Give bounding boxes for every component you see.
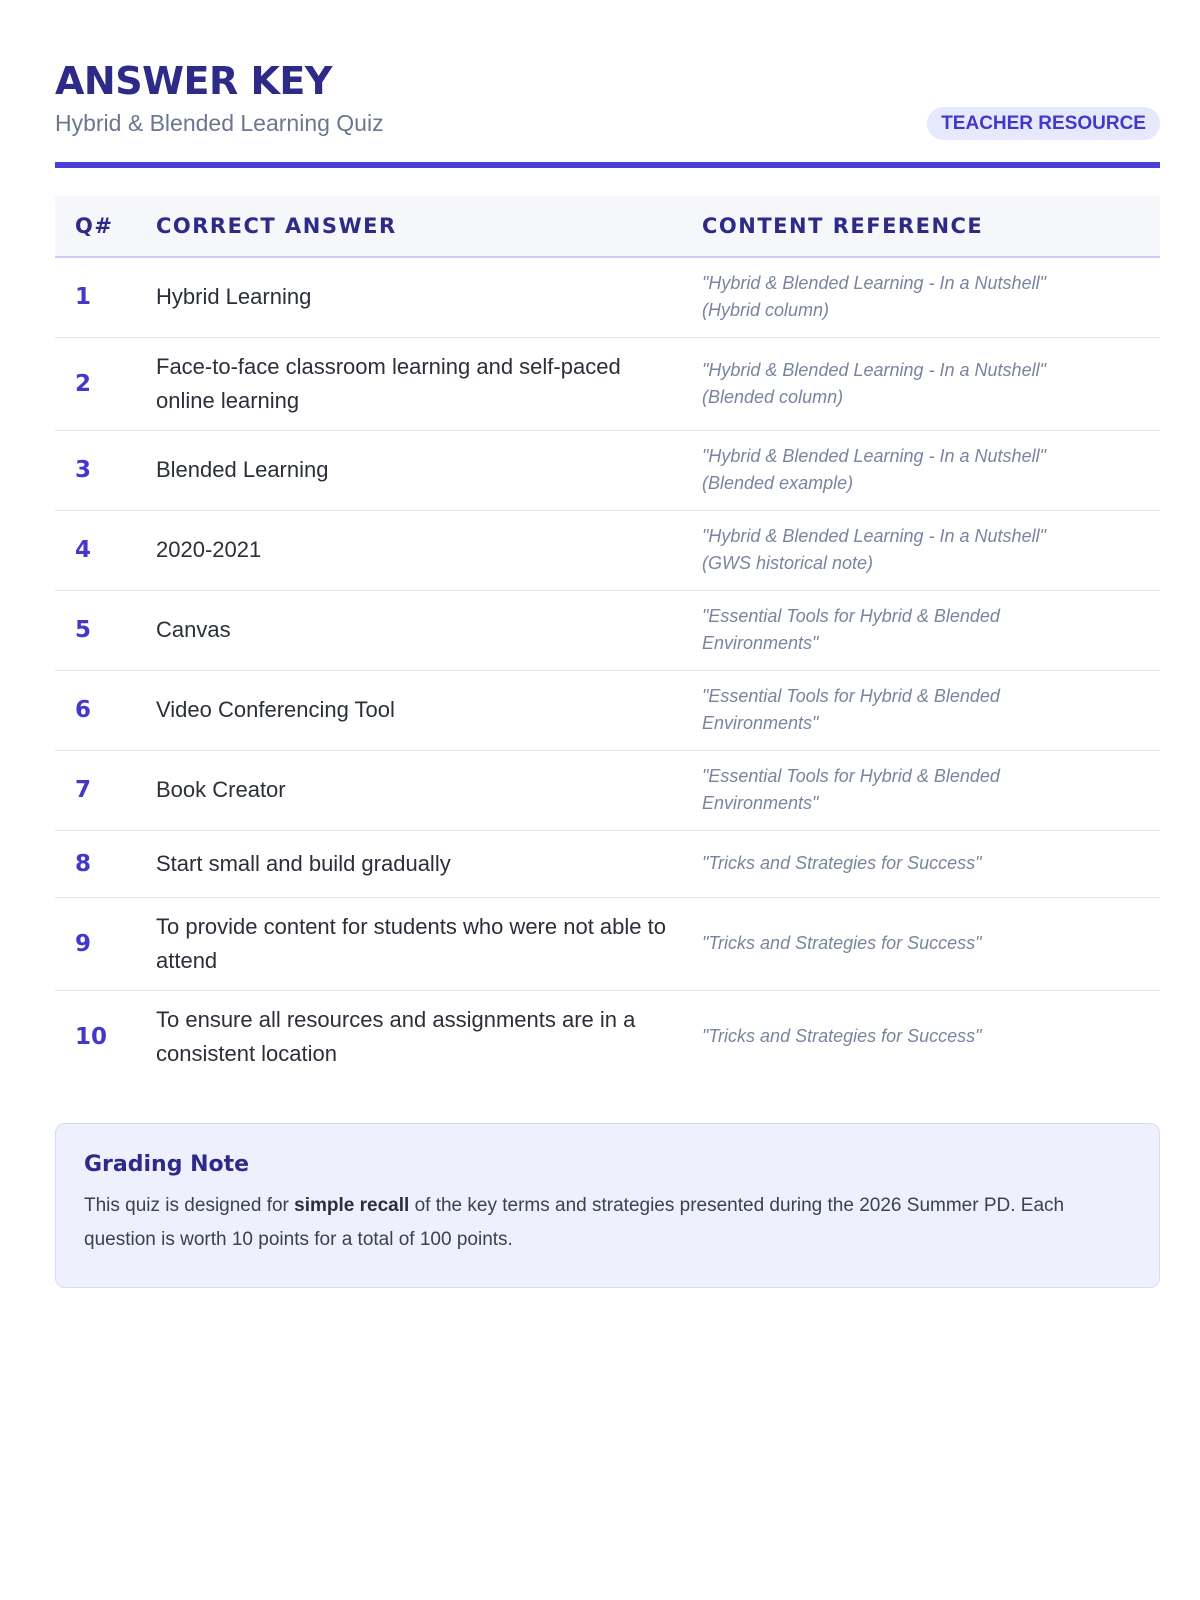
table-row — [55, 257, 1160, 337]
reference-section: (Blended column) — [702, 386, 844, 407]
column-header-content-reference: CONTENT REFERENCE — [702, 196, 1160, 257]
correct-answer: Start small and build gradually — [156, 830, 702, 897]
grading-note-emphasis: simple recall — [294, 1195, 410, 1216]
reference-source: "Hybrid & Blended Learning - In a Nutshell" — [702, 359, 1046, 380]
reference-source: "Essential Tools for Hybrid & Blended — [702, 766, 1000, 786]
grading-note-text-start: This quiz is designed for — [84, 1195, 295, 1216]
table-row — [55, 990, 1160, 1083]
table-row — [55, 430, 1160, 510]
question-number: 4 — [55, 510, 156, 590]
question-number: 10 — [75, 1023, 108, 1050]
question-number: 8 — [55, 830, 156, 897]
content-reference — [702, 750, 1160, 830]
correct-answer: Blended Learning — [156, 430, 702, 510]
content-reference — [702, 510, 1160, 590]
reference-source: "Hybrid & Blended Learning - In a Nutshell" — [702, 273, 1046, 294]
content-reference — [702, 430, 1160, 510]
answer-table — [55, 196, 1160, 1083]
reference-section: Environments" — [702, 793, 819, 813]
question-number: 2 — [55, 337, 156, 430]
grading-note — [55, 1123, 1160, 1288]
teacher-resource-badge: TEACHER RESOURCE — [927, 107, 1160, 140]
reference-source: "Essential Tools for Hybrid & Blended — [702, 606, 1000, 626]
grading-note-title: Grading Note — [84, 1152, 250, 1177]
table-row — [55, 897, 1160, 990]
column-header-correct-answer: CORRECT ANSWER — [156, 196, 702, 257]
correct-answer: Face-to-face classroom learning and self-paced online learning — [156, 337, 702, 430]
content-reference — [702, 590, 1160, 670]
content-reference — [702, 990, 1160, 1083]
content-reference — [702, 897, 1160, 990]
correct-answer: To provide content for students who were not able to attend — [156, 897, 702, 990]
correct-answer: Hybrid Learning — [156, 257, 702, 337]
answer-key-page — [55, 58, 1160, 1288]
correct-answer: Canvas — [156, 590, 702, 670]
table-row — [55, 510, 1160, 590]
reference-source: "Hybrid & Blended Learning - In a Nutshell" — [702, 446, 1046, 466]
reference-source: "Tricks and Strategies for Success" — [702, 933, 982, 953]
question-number: 7 — [55, 750, 156, 830]
question-number: 9 — [55, 897, 156, 990]
correct-answer: To ensure all resources and assignments are in a consistent location — [156, 1006, 636, 1066]
grading-note-text-end: of the key terms and strategies presented during the 2026 Summer PD. Each question is worth 10 points for a total of 100 points. — [84, 1195, 1065, 1250]
reference-source: "Essential Tools for Hybrid & Blended — [702, 686, 1000, 706]
correct-answer: 2020-2021 — [156, 510, 702, 590]
reference-source: "Tricks and Strategies for Success" — [702, 853, 982, 873]
table-header-row — [55, 196, 1160, 257]
reference-source: "Tricks and Strategies for Success" — [702, 1026, 982, 1047]
reference-section: (Blended example) — [702, 473, 854, 493]
content-reference — [702, 257, 1160, 337]
content-reference — [702, 670, 1160, 750]
header-divider — [55, 162, 1160, 168]
grading-note-text — [84, 1189, 1131, 1257]
table-row — [55, 590, 1160, 670]
reference-section: (Hybrid column) — [702, 300, 830, 321]
question-number: 1 — [55, 257, 156, 337]
table-row — [55, 337, 1160, 430]
page-title: ANSWER KEY — [55, 59, 332, 103]
subtitle-row — [55, 106, 1160, 142]
content-reference — [702, 830, 1160, 897]
page-subtitle: Hybrid & Blended Learning Quiz — [55, 110, 384, 136]
reference-section: (GWS historical note) — [702, 553, 874, 573]
column-header-q-number: Q# — [55, 196, 156, 257]
reference-source: "Hybrid & Blended Learning - In a Nutshell" — [702, 526, 1046, 546]
table-row — [55, 750, 1160, 830]
table-row — [55, 830, 1160, 897]
question-number: 5 — [55, 590, 156, 670]
reference-section: Environments" — [702, 633, 819, 653]
content-reference — [702, 337, 1160, 430]
correct-answer: Book Creator — [156, 750, 702, 830]
reference-section: Environments" — [702, 713, 819, 733]
table-row — [55, 670, 1160, 750]
question-number: 3 — [55, 430, 156, 510]
question-number: 6 — [55, 670, 156, 750]
correct-answer: Video Conferencing Tool — [156, 670, 702, 750]
